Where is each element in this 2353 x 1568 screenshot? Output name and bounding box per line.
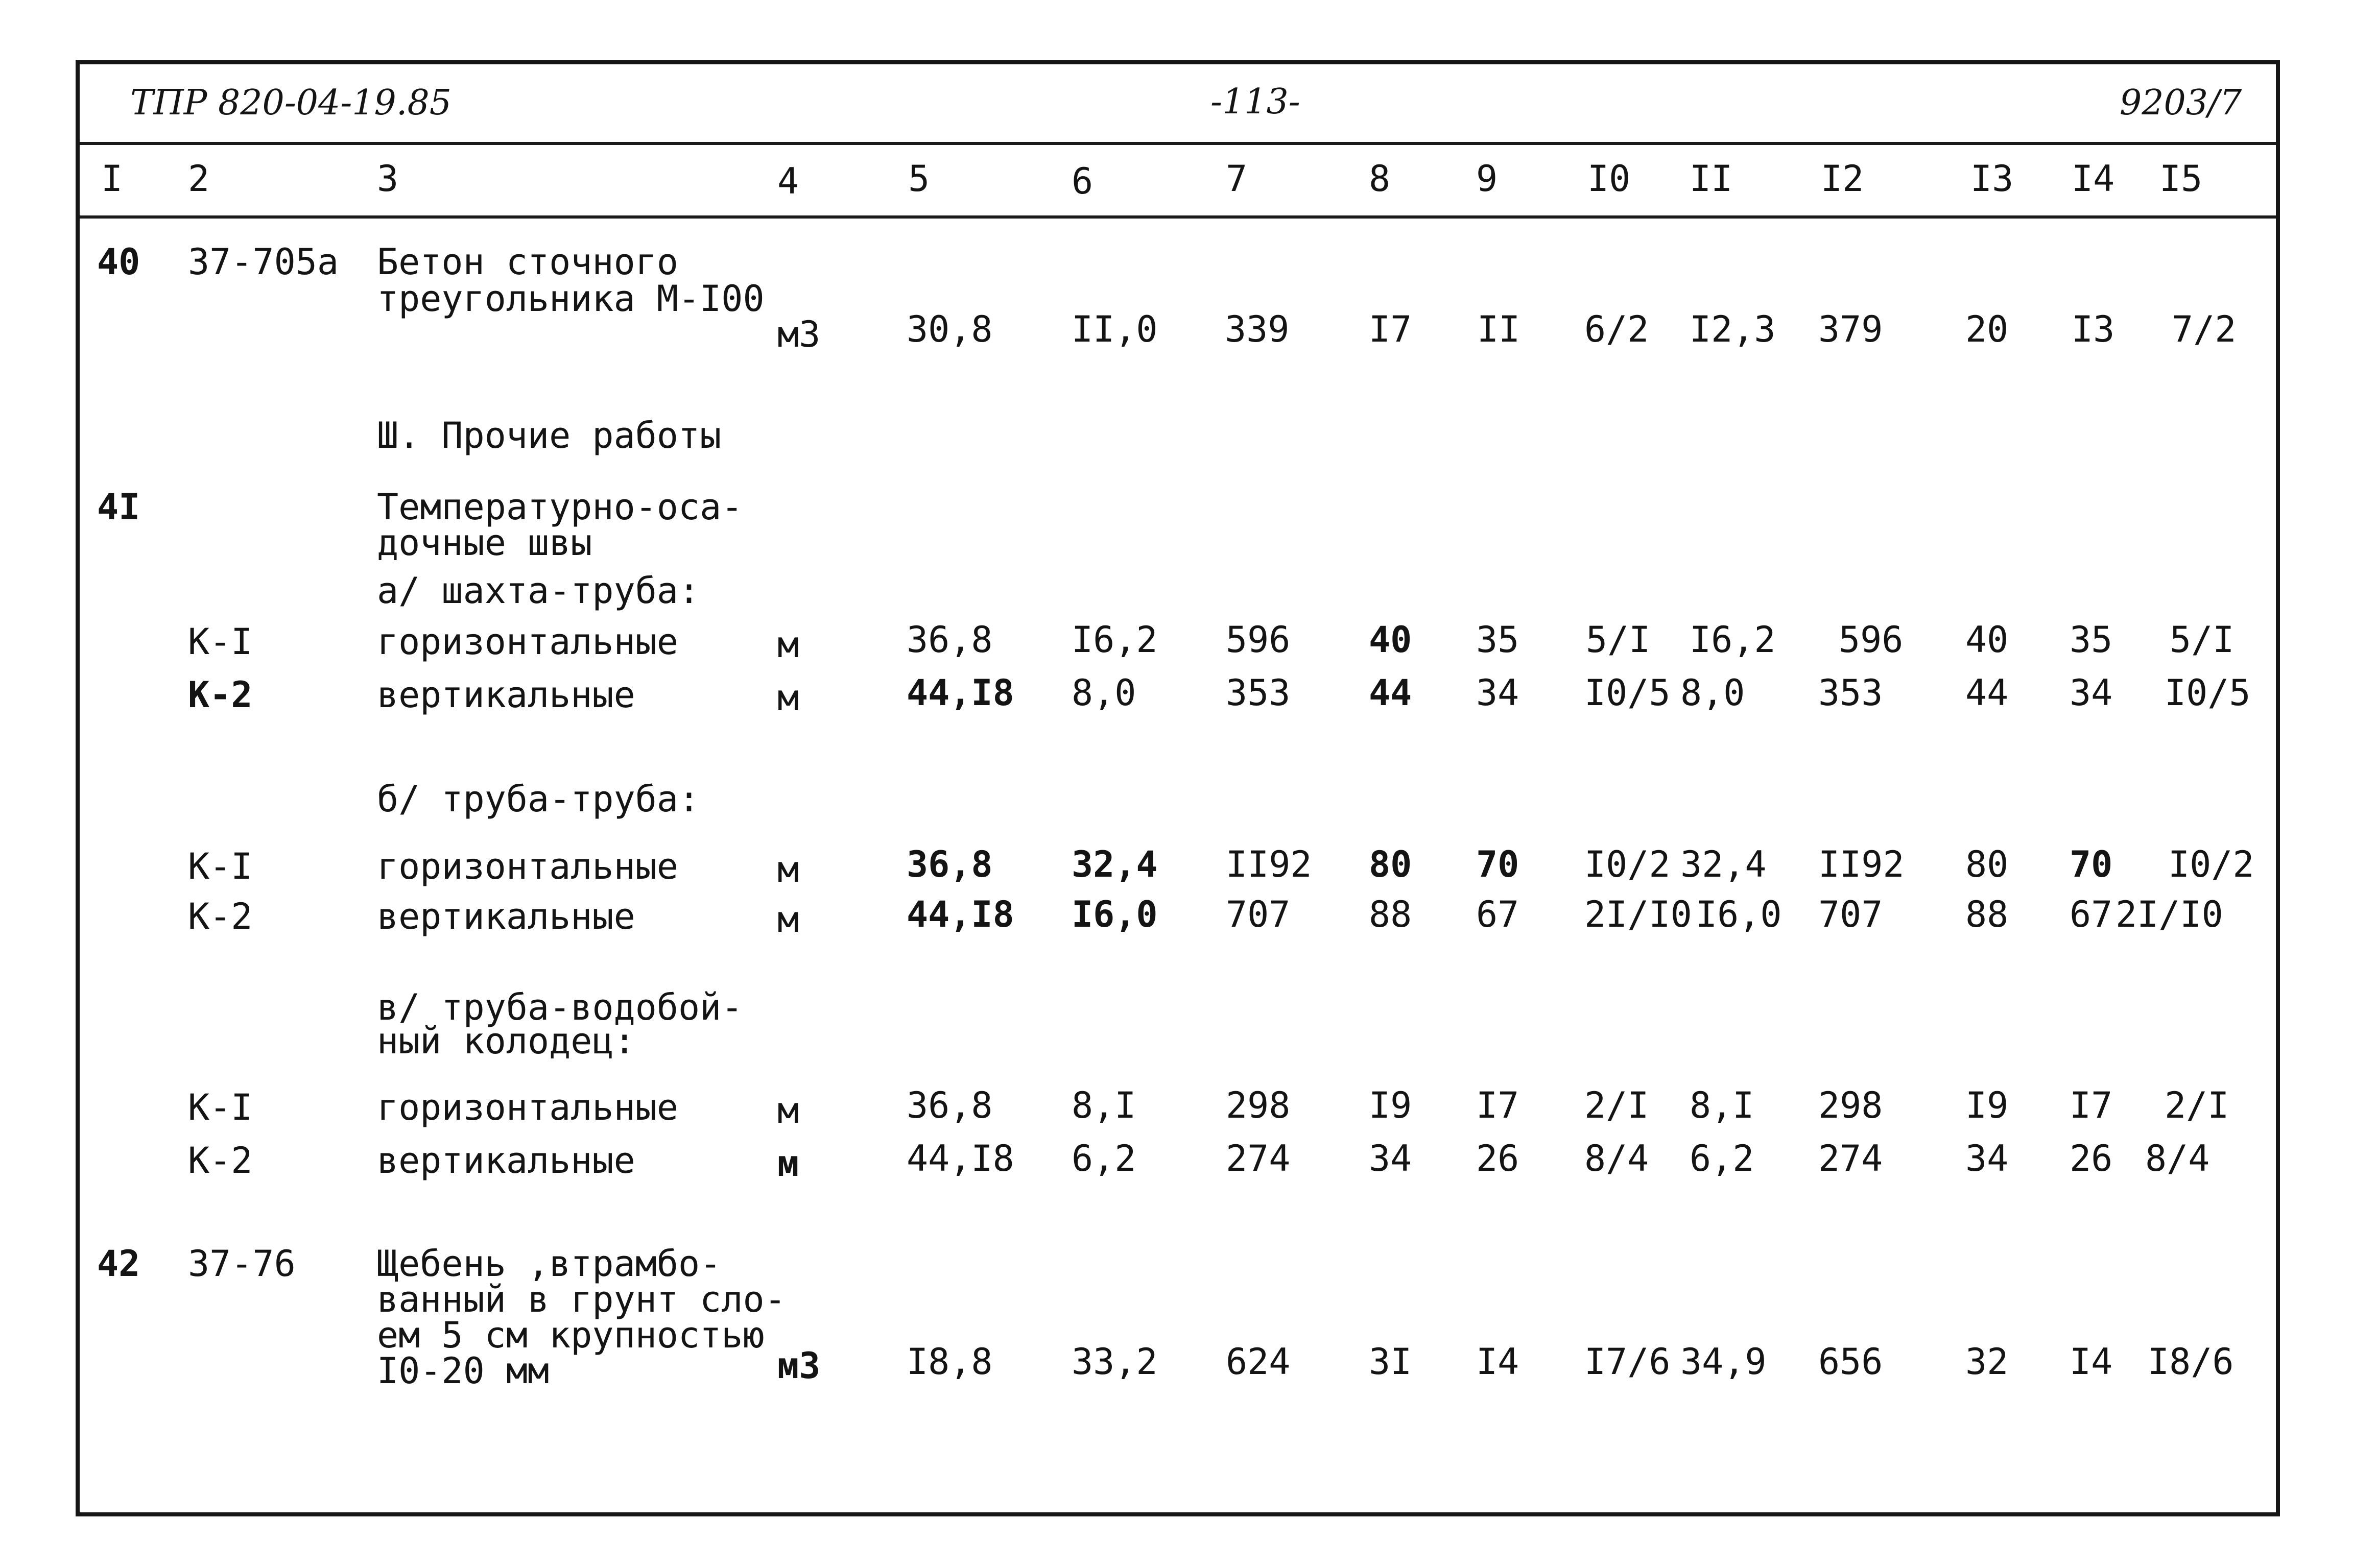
sub-c-k1-col12: 298 [1818, 1084, 1883, 1126]
col-header-11: II [1690, 158, 1733, 200]
sub-b-k1-col11: 32,4 [1680, 843, 1767, 885]
sub-a-k1-col13: 40 [1965, 619, 2009, 661]
sub-b-k1-col7: II92 [1226, 843, 1312, 885]
row-40-col11: I2,3 [1690, 308, 1776, 350]
sub-b-k2-col9: 67 [1476, 894, 1519, 935]
sub-c-title-line1: в/ труба-водобой- [377, 986, 743, 1028]
row-40-col5: 30,8 [907, 308, 993, 350]
sub-a-title: а/ шахта-труба: [377, 570, 700, 612]
sub-a-k1-col10: 5/I [1586, 619, 1651, 661]
sub-c-k1-col14: I7 [2070, 1084, 2113, 1126]
sub-b-k1-col14: 70 [2070, 843, 2113, 885]
row-42-col12: 656 [1818, 1341, 1883, 1383]
row-42-desc-line4: I0-20 мм [377, 1350, 550, 1392]
sub-b-k1-col9: 70 [1476, 843, 1519, 885]
row-40-col12: 379 [1818, 308, 1883, 350]
row-40-desc-line1: Бетон сточного [377, 241, 679, 283]
sub-a-k2-col5: 44,I8 [907, 672, 1014, 714]
sub-c-k1-col10: 2/I [1584, 1084, 1649, 1126]
row-40-code: 37-705а [188, 241, 339, 283]
row-42-code: 37-76 [188, 1243, 296, 1285]
sub-c-k2-col11: 6,2 [1690, 1138, 1754, 1179]
row-42-desc-line1: Щебень ,втрамбо- [377, 1243, 722, 1285]
sub-a-k1-col14: 35 [2070, 619, 2113, 661]
sub-b-k1-col6: 32,4 [1072, 843, 1158, 885]
sub-b-k1-col10: I0/2 [1584, 843, 1671, 885]
row-40-num: 40 [97, 241, 140, 283]
sub-a-k2-col15: I0/5 [2165, 672, 2251, 714]
sub-b-k2-col5: 44,I8 [907, 894, 1014, 935]
sub-b-k2-col11: I6,0 [1696, 894, 1782, 935]
col-header-12: I2 [1821, 158, 1864, 200]
sub-c-k2-col15: 8/4 [2145, 1138, 2210, 1179]
sub-c-k1-col5: 36,8 [907, 1084, 993, 1126]
sub-c-k1-col7: 298 [1226, 1084, 1291, 1126]
sub-a-k1-code: К-I [188, 621, 253, 663]
sub-a-k1-unit: м [777, 624, 799, 666]
col-header-7: 7 [1226, 158, 1248, 200]
col-header-6: 6 [1072, 160, 1094, 202]
sub-a-k2-col11: 8,0 [1680, 672, 1745, 714]
sub-a-k1-col9: 35 [1476, 619, 1519, 661]
sub-b-k2-unit: м [777, 899, 799, 940]
sub-a-k2-col14: 34 [2070, 672, 2113, 714]
sub-b-k2-col13: 88 [1965, 894, 2009, 935]
row-42-col13: 32 [1965, 1341, 2009, 1383]
col-header-9: 9 [1476, 158, 1498, 200]
sub-c-k2-col12: 274 [1818, 1138, 1883, 1179]
row-42-col11: 34,9 [1680, 1341, 1767, 1383]
row-41-desc-line1: Температурно-оса- [377, 486, 743, 528]
sub-c-k1-col8: I9 [1369, 1084, 1412, 1126]
sub-c-k1-code: К-I [188, 1087, 253, 1128]
doc-code: ТПР 820-04-19.85 [130, 83, 451, 123]
col-header-4: 4 [777, 160, 799, 202]
row-40-col14: I3 [2072, 308, 2115, 350]
sub-c-k2-col8: 34 [1369, 1138, 1412, 1179]
sub-b-k1-unit: м [777, 849, 799, 890]
sub-c-k2-name: вертикальные [377, 1140, 635, 1181]
sub-b-k1-col12: II92 [1818, 843, 1905, 885]
sub-a-k1-col15: 5/I [2170, 619, 2235, 661]
sub-a-k2-col10: I0/5 [1584, 672, 1671, 714]
sub-a-k1-col8: 40 [1369, 619, 1412, 661]
row-42-col15: I8/6 [2148, 1341, 2234, 1383]
section-3-title: Ш. Прочие работы [377, 415, 722, 456]
sub-c-k2-col10: 8/4 [1584, 1138, 1649, 1179]
sub-b-k2-name: вертикальные [377, 896, 635, 937]
row-41-num: 4I [97, 486, 140, 528]
sub-c-k2-col6: 6,2 [1072, 1138, 1136, 1179]
sub-b-k2-col6: I6,0 [1072, 894, 1158, 935]
sub-a-k2-unit: м [777, 677, 799, 719]
row-42-num: 42 [97, 1243, 140, 1285]
sub-b-k2-col14: 67 [2070, 894, 2113, 935]
sub-b-k1-col5: 36,8 [907, 843, 993, 885]
sub-c-k1-col13: I9 [1965, 1084, 2009, 1126]
row-40-col7: 339 [1225, 308, 1290, 350]
row-42-col7: 624 [1226, 1341, 1291, 1383]
row-40-col13: 20 [1965, 308, 2009, 350]
col-header-14: I4 [2072, 158, 2115, 200]
row-40-col15: 7/2 [2172, 308, 2237, 350]
row-40-col6: II,0 [1072, 308, 1158, 350]
sub-b-title: б/ труба-труба: [377, 778, 700, 820]
sub-a-k1-name: горизонтальные [377, 621, 679, 663]
header-divider [80, 142, 2276, 145]
sub-c-k2-col7: 274 [1226, 1138, 1291, 1179]
sub-a-k2-col8: 44 [1369, 672, 1412, 714]
row-42-col8: 3I [1369, 1341, 1412, 1383]
col-header-3: 3 [377, 158, 399, 200]
sub-a-k2-col12: 353 [1818, 672, 1883, 714]
col-header-10: I0 [1587, 158, 1631, 200]
sheet-code: 9203/7 [2120, 83, 2242, 123]
sub-a-k2-name: вертикальные [377, 674, 635, 716]
sub-c-k2-col9: 26 [1476, 1138, 1519, 1179]
sub-c-k2-col13: 34 [1965, 1138, 2009, 1179]
sub-b-k2-code: К-2 [188, 896, 253, 937]
sub-b-k2-col15: 2I/I0 [2116, 894, 2223, 935]
row-42-desc-line3: ем 5 см крупностью [377, 1314, 765, 1356]
sub-a-k1-col12: 596 [1839, 619, 1904, 661]
sub-c-k1-col11: 8,I [1690, 1084, 1754, 1126]
sub-c-k1-col15: 2/I [2165, 1084, 2229, 1126]
row-40-desc-line2: треугольника М-I00 [377, 278, 765, 320]
sub-a-k1-col7: 596 [1226, 619, 1291, 661]
col-header-15: I5 [2159, 158, 2203, 200]
row-40-col10: 6/2 [1584, 308, 1649, 350]
sub-b-k1-col13: 80 [1965, 843, 2009, 885]
sub-c-k2-unit: м [777, 1143, 799, 1185]
sub-a-k1-col5: 36,8 [907, 619, 993, 661]
page-number: -113- [1210, 82, 1300, 122]
row-42-desc-line2: ванный в грунт сло- [377, 1278, 786, 1320]
sub-b-k1-col15: I0/2 [2168, 843, 2254, 885]
sub-b-k2-col12: 707 [1818, 894, 1883, 935]
sub-c-k2-code: К-2 [188, 1140, 253, 1181]
column-header-divider [80, 215, 2276, 219]
sub-c-title-line2: ный колодец: [377, 1020, 635, 1062]
sub-c-k1-name: горизонтальные [377, 1087, 679, 1128]
sub-a-k1-col11: I6,2 [1690, 619, 1776, 661]
sub-b-k2-col7: 707 [1226, 894, 1291, 935]
sub-a-k2-col7: 353 [1226, 672, 1291, 714]
row-42-col14: I4 [2070, 1341, 2113, 1383]
sub-c-k1-col9: I7 [1476, 1084, 1519, 1126]
row-42-col5: I8,8 [907, 1341, 993, 1383]
col-header-13: I3 [1970, 158, 2014, 200]
row-42-col10: I7/6 [1584, 1341, 1671, 1383]
sub-a-k2-col9: 34 [1476, 672, 1519, 714]
col-header-8: 8 [1369, 158, 1391, 200]
sub-c-k2-col5: 44,I8 [907, 1138, 1014, 1179]
row-42-unit: м3 [777, 1345, 821, 1387]
row-41-desc-line2: дочные швы [377, 522, 592, 564]
sub-a-k2-col13: 44 [1965, 672, 2009, 714]
row-42-col9: I4 [1476, 1341, 1519, 1383]
col-header-5: 5 [908, 158, 930, 200]
sub-b-k1-name: горизонтальные [377, 846, 679, 887]
row-40-unit: м3 [777, 313, 821, 355]
sub-c-k1-unit: м [777, 1090, 799, 1131]
col-header-1: I [101, 158, 123, 200]
sub-b-k1-col8: 80 [1369, 843, 1412, 885]
sub-b-k2-col8: 88 [1369, 894, 1412, 935]
sub-c-k2-col14: 26 [2070, 1138, 2113, 1179]
row-40-col9: II [1477, 308, 1520, 350]
sub-a-k1-col6: I6,2 [1072, 619, 1158, 661]
col-header-2: 2 [188, 158, 210, 200]
sub-b-k2-col10: 2I/I0 [1584, 894, 1692, 935]
row-40-col8: I7 [1369, 308, 1412, 350]
sub-a-k2-code: К-2 [188, 674, 253, 716]
sub-a-k2-col6: 8,0 [1072, 672, 1136, 714]
row-42-col6: 33,2 [1072, 1341, 1158, 1383]
sub-b-k1-code: К-I [188, 846, 253, 887]
sub-c-k1-col6: 8,I [1072, 1084, 1136, 1126]
